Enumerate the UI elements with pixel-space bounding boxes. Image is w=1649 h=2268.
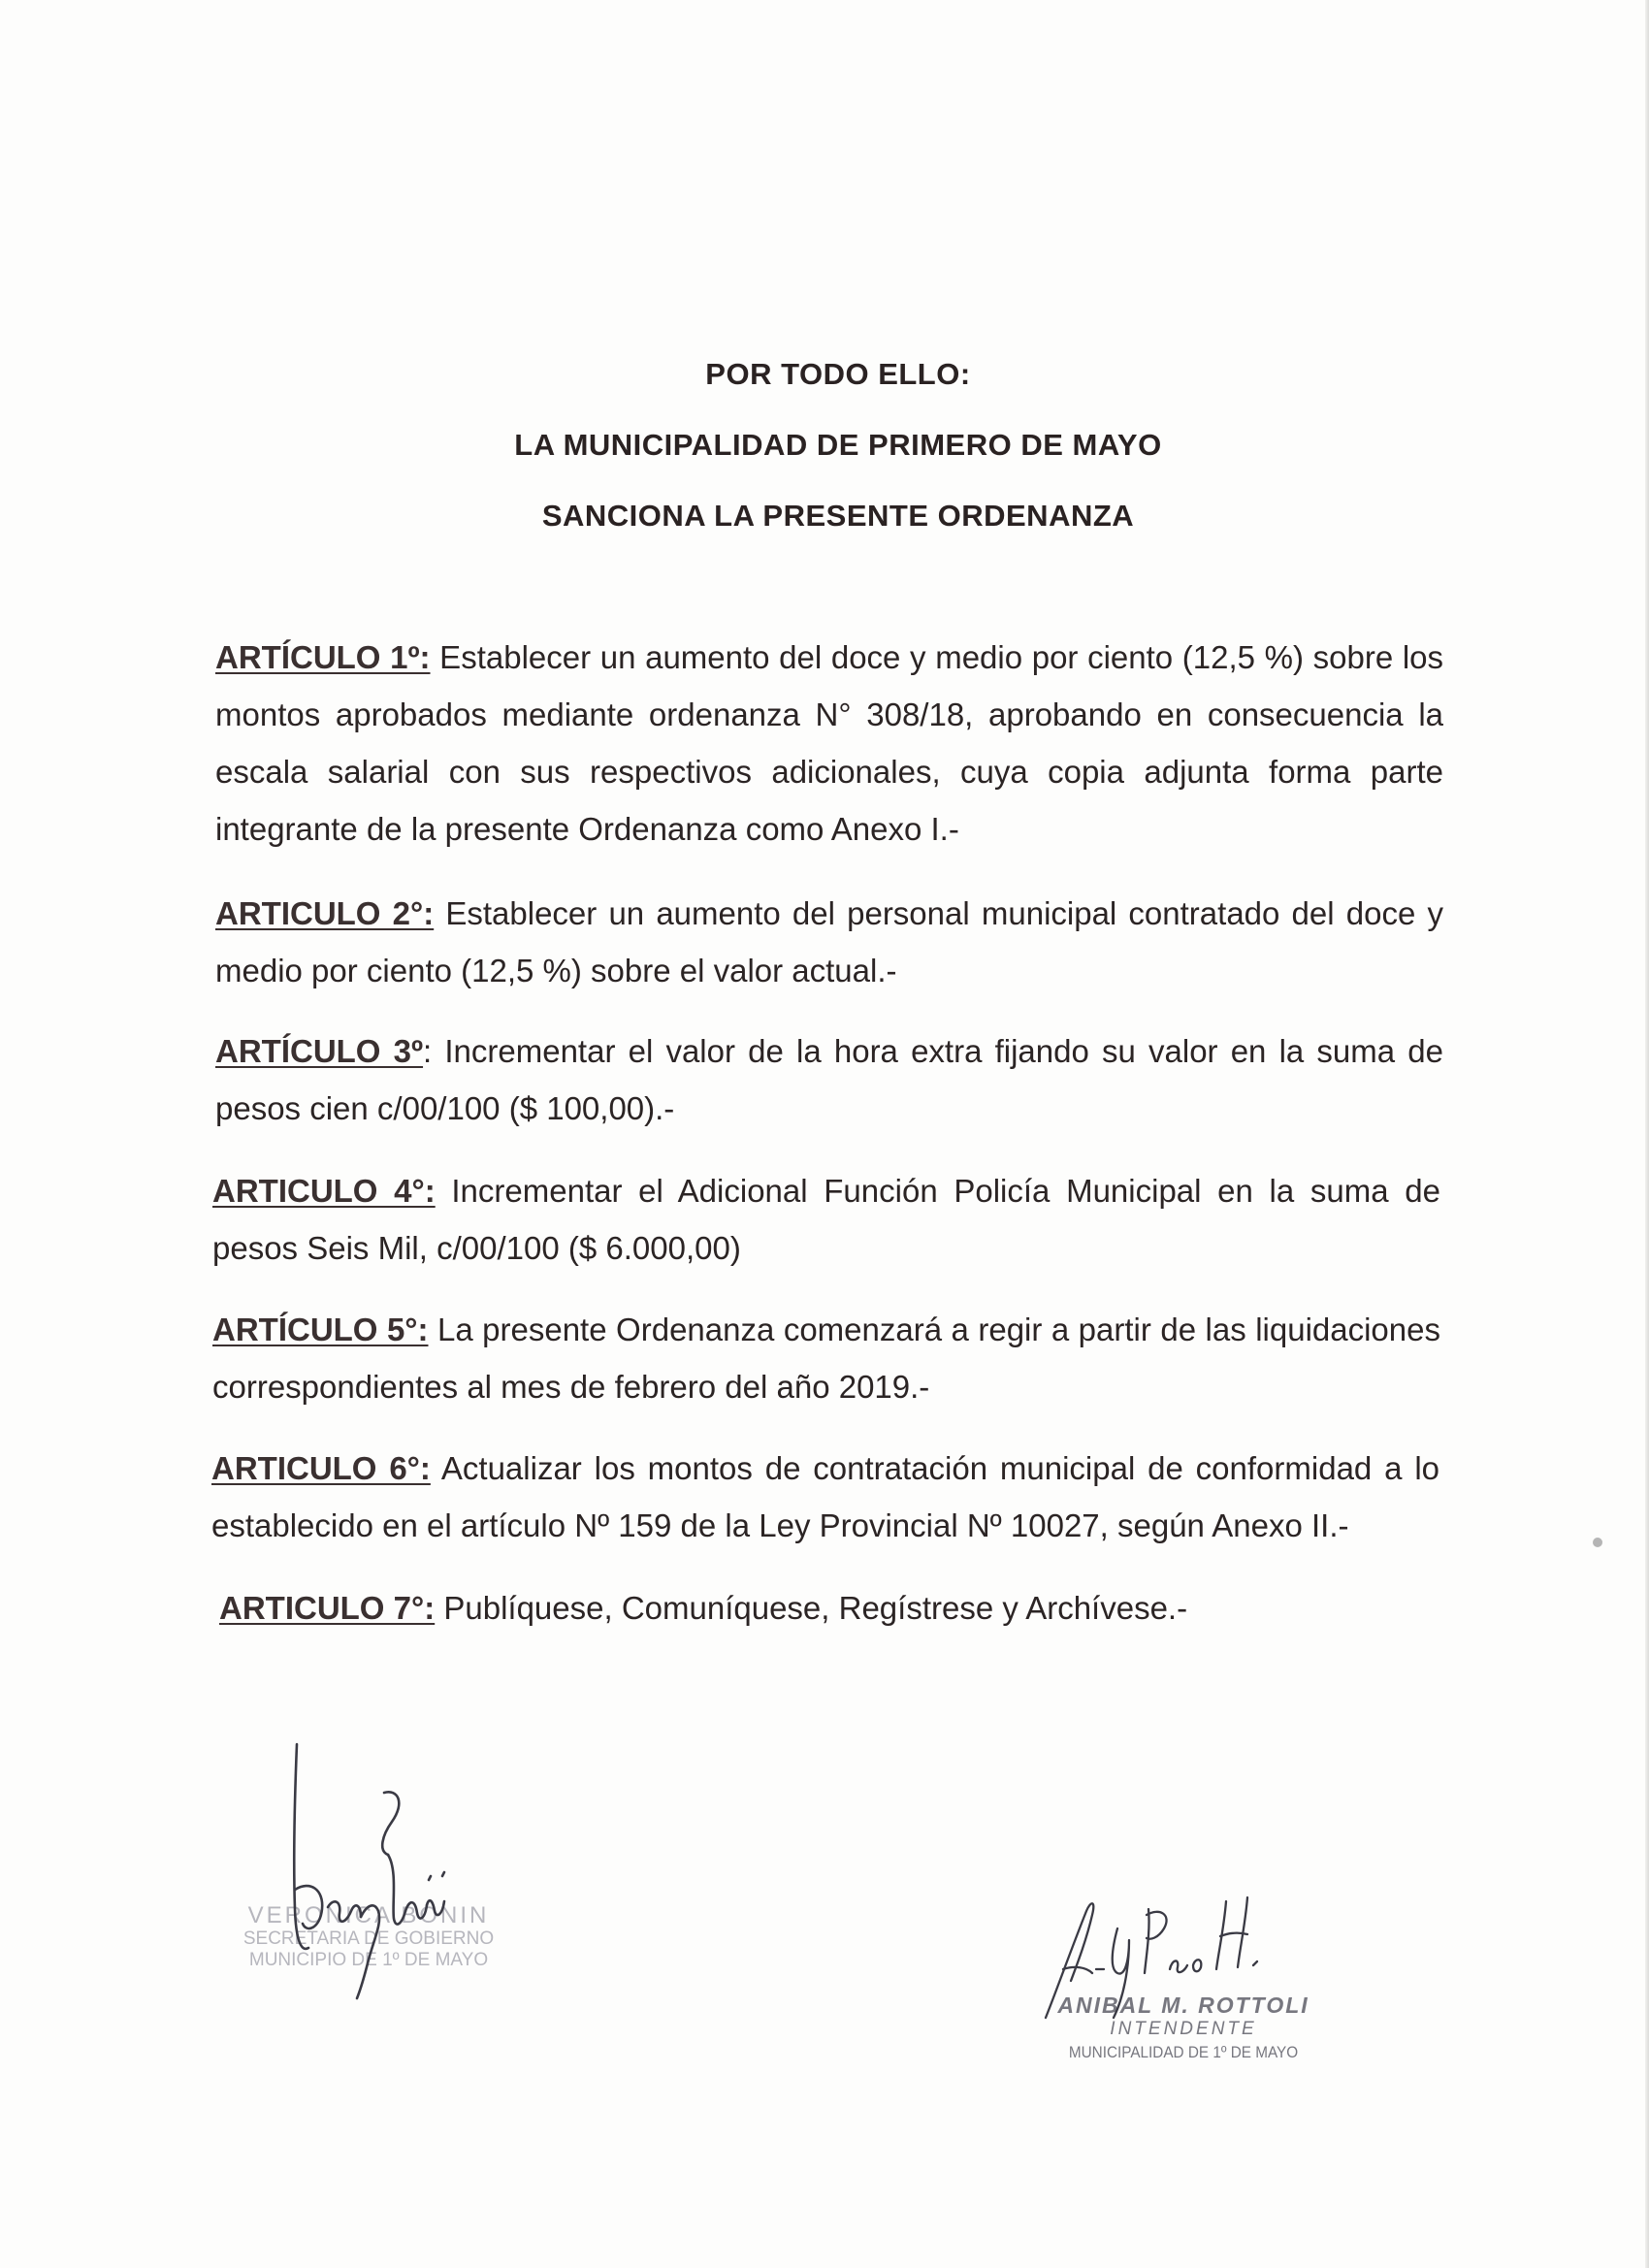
signature-left [281,1734,475,2006]
stamp-left-org: MUNICIPIO DE 1º DE MAYO [248,1950,489,1970]
article-4-label: ARTICULO 4°: [212,1173,436,1209]
article-2 [215,885,1443,999]
stamp-left-name: VERONICA BONIN [247,1902,490,1928]
stamp-left-role: SECRETARIA DE GOBIERNO [242,1928,495,1949]
article-4 [212,1162,1440,1277]
article-1-text: Establecer un aumento del doce y medio por ciento (12,5 %) sobre los montos aprobados mediante ordenanza N° 308/18, aprobando en consecuencia la escala salarial con sus respectivos adicionales, cuya copia adjunta forma parte integrante de la presente Ordenanza como Anexo I.- [215,639,1443,847]
stamp-right-name: ANIBAL M. ROTTOLI [1057,1993,1310,2018]
article-3-label: ARTÍCULO 3º [215,1033,424,1069]
stamp-right-org: MUNICIPALIDAD DE 1º DE MAYO [1068,2043,1299,2061]
article-5-text: La presente Ordenanza comenzará a regir a partir de las liquidaciones correspondientes al mes de febrero del año 2019.- [212,1312,1440,1405]
article-6-text: Actualizar los montos de contratación municipal de conformidad a lo establecido en el artículo Nº 159 de la Ley Provincial Nº 10027, según Anexo II.- [211,1450,1440,1543]
article-7 [219,1579,1447,1636]
article-5-label: ARTÍCULO 5°: [212,1312,429,1347]
article-6-label: ARTICULO 6°: [211,1450,431,1486]
article-7-label: ARTICULO 7°: [219,1590,436,1626]
scan-speck [1593,1538,1602,1547]
article-1 [215,629,1443,858]
article-7-text: Publíquese, Comuníquese, Regístrese y Archívese.- [435,1590,1188,1626]
article-3-text: : Incrementar el valor de la hora extra fijando su valor en la suma de pesos cien c/00/100 ($ 100,00).- [215,1033,1443,1126]
article-6 [211,1440,1439,1554]
heading-line-1: POR TODO ELLO: [705,357,971,391]
article-2-text: Establecer un aumento del personal municipal contratado del doce y medio por ciento (12,5 %) sobre el valor actual.- [215,895,1443,988]
heading-line-2: LA MUNICIPALIDAD DE PRIMERO DE MAYO [514,428,1162,462]
signature-right [1028,1872,1300,2027]
article-5 [212,1301,1440,1415]
article-1-label: ARTÍCULO 1º: [215,639,431,675]
article-2-label: ARTICULO 2°: [215,895,435,931]
stamp-right-role: INTENDENTE [1110,2019,1257,2039]
article-3 [215,1022,1443,1137]
heading-line-3: SANCIONA LA PRESENTE ORDENANZA [541,499,1135,533]
page-edge [1645,0,1649,2268]
article-4-text: Incrementar el Adicional Función Policía Municipal en la suma de pesos Seis Mil, c/00/100 ($ 6.000,00) [212,1173,1440,1266]
